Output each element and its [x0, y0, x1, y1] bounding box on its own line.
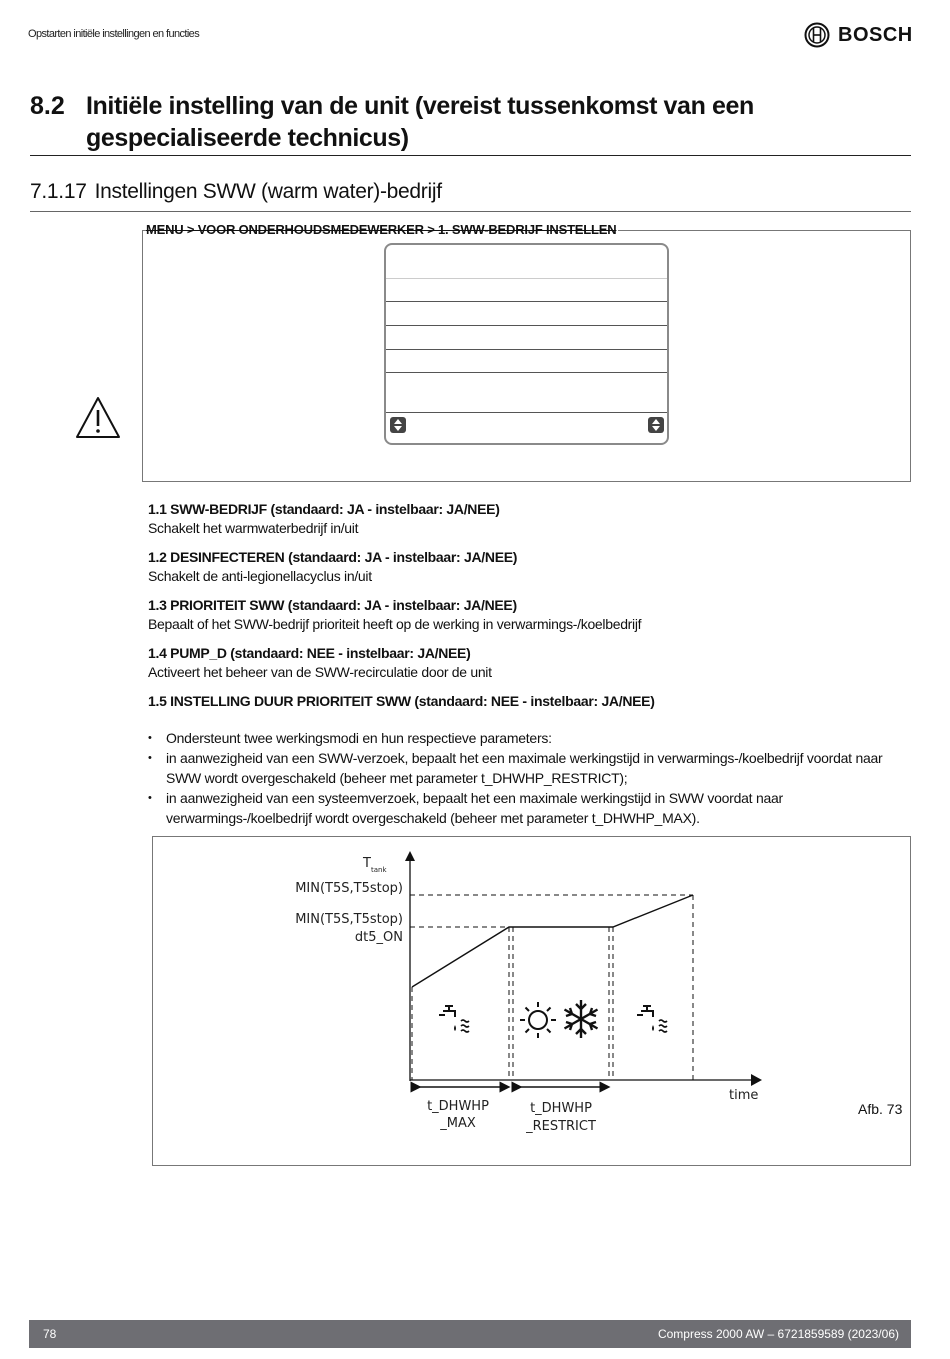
subsection-number: 7.1.17	[30, 180, 87, 203]
parameter-description: Activeert het beheer van de SWW-recirculatie door de unit	[148, 664, 492, 680]
parameter-description: Schakelt het warmwaterbedrijf in/uit	[148, 520, 359, 536]
updown-arrow-icon	[390, 417, 406, 433]
parameter-title: 1.3 PRIORITEIT SWW (standaard: JA - instelbaar: JA/NEE)	[148, 597, 517, 613]
hot-water-tap-icon	[439, 1006, 469, 1032]
figure-caption: Afb. 73	[858, 1101, 903, 1117]
parameter-title: 1.4 PUMP_D (standaard: NEE - instelbaar: JA/NEE)	[148, 645, 471, 661]
section-number: 8.2	[30, 92, 65, 120]
parameter-item	[148, 596, 913, 634]
menu-path: MENU > VOOR ONDERHOUDSMEDEWERKER > 1. SWW-BEDRIJF INSTELLEN	[146, 222, 617, 237]
timing-diagram	[153, 837, 910, 1165]
screen-row-divider	[386, 412, 667, 413]
parameter-title: 1.2 DESINFECTEREN (standaard: JA - instelbaar: JA/NEE)	[148, 549, 518, 565]
section-title: Initiële instelling van de unit (vereist tussenkomst van een gespecialiseerde technicus)	[86, 92, 754, 152]
bosch-logo-icon	[804, 22, 830, 48]
y-axis-arrow	[405, 851, 415, 861]
page-number: 78	[43, 1327, 57, 1341]
screen-row-divider	[386, 372, 667, 373]
bullet-item: • in aanwezigheid van een SWW-verzoek, bepaalt het een maximale werkingstijd in verwarmings-/koelbedrijf voordat naar SWW wordt overgeschakeld (beheer met parameter t_DHWHP_RESTRICT);	[148, 748, 913, 788]
section-rule	[30, 155, 911, 156]
level-upper-label: MIN(T5S,T5stop)	[295, 881, 403, 896]
y-axis-subscript: tank	[371, 866, 387, 874]
screen-row-divider	[386, 301, 667, 302]
snowflake-icon	[565, 1000, 598, 1038]
x-axis-arrow	[751, 1074, 762, 1086]
level-lower-label: MIN(T5S,T5stop)	[295, 912, 403, 927]
bullet-item: • in aanwezigheid van een systeemverzoek, bepaalt het een maximale werkingstijd in SWW voordat naar verwarmings-/koelbedrijf wordt overgeschakeld (beheer met parameter t_DHWHP_MAX).	[148, 788, 913, 828]
parameter-item	[148, 500, 913, 538]
brand-name: BOSCH	[838, 23, 913, 46]
hot-water-tap-icon	[637, 1006, 667, 1032]
document-reference: Compress 2000 AW – 6721859589 (2023/06)	[657, 1327, 899, 1341]
parameter-title: 1.1 SWW-BEDRIJF (standaard: JA - instelbaar: JA/NEE)	[148, 501, 500, 517]
screen-row-divider	[386, 349, 667, 350]
y-axis-label: T	[363, 856, 371, 871]
brand	[804, 22, 913, 48]
subsection-rule	[30, 211, 911, 212]
level-lower-label-2: dt5_ON	[354, 930, 403, 945]
parameter-title: 1.5 INSTELLING DUUR PRIORITEIT SWW (standaard: NEE - instelbaar: JA/NEE)	[148, 693, 655, 709]
tank-temperature-curve	[412, 895, 693, 987]
screen-row-divider	[386, 325, 667, 326]
parameter-description: Bepaalt of het SWW-bedrijf prioriteit heeft op de werking in verwarmings-/koelbedrijf	[148, 616, 642, 632]
span-max-label: t_DHWHP	[427, 1099, 489, 1114]
parameter-item	[148, 644, 913, 682]
warning-triangle-icon	[74, 395, 122, 441]
updown-arrow-icon	[648, 417, 664, 433]
span-restrict-label-2: _RESTRICT	[526, 1119, 596, 1134]
parameter-item	[148, 548, 913, 586]
span-max-label-2: _MAX	[440, 1116, 476, 1131]
parameter-list	[148, 500, 913, 721]
span-restrict-label: t_DHWHP	[530, 1101, 592, 1116]
parameter-description: Schakelt de anti-legionellacyclus in/uit	[148, 568, 372, 584]
subsection-title: Instellingen SWW (warm water)-bedrijf	[94, 180, 442, 203]
bullet-list	[148, 728, 913, 828]
screen-row-divider	[386, 278, 667, 279]
section-heading	[30, 90, 912, 154]
subsection-heading	[30, 180, 442, 204]
page-footer	[29, 1320, 911, 1348]
parameter-item	[148, 692, 913, 711]
x-axis-label: time	[729, 1088, 759, 1103]
bullet-item: • Ondersteunt twee werkingsmodi en hun respectieve parameters:	[148, 728, 913, 748]
controller-screen	[384, 243, 669, 445]
figure-box	[152, 836, 911, 1166]
running-head: Opstarten initiële instellingen en functies	[28, 28, 200, 40]
sun-icon	[520, 1002, 556, 1038]
